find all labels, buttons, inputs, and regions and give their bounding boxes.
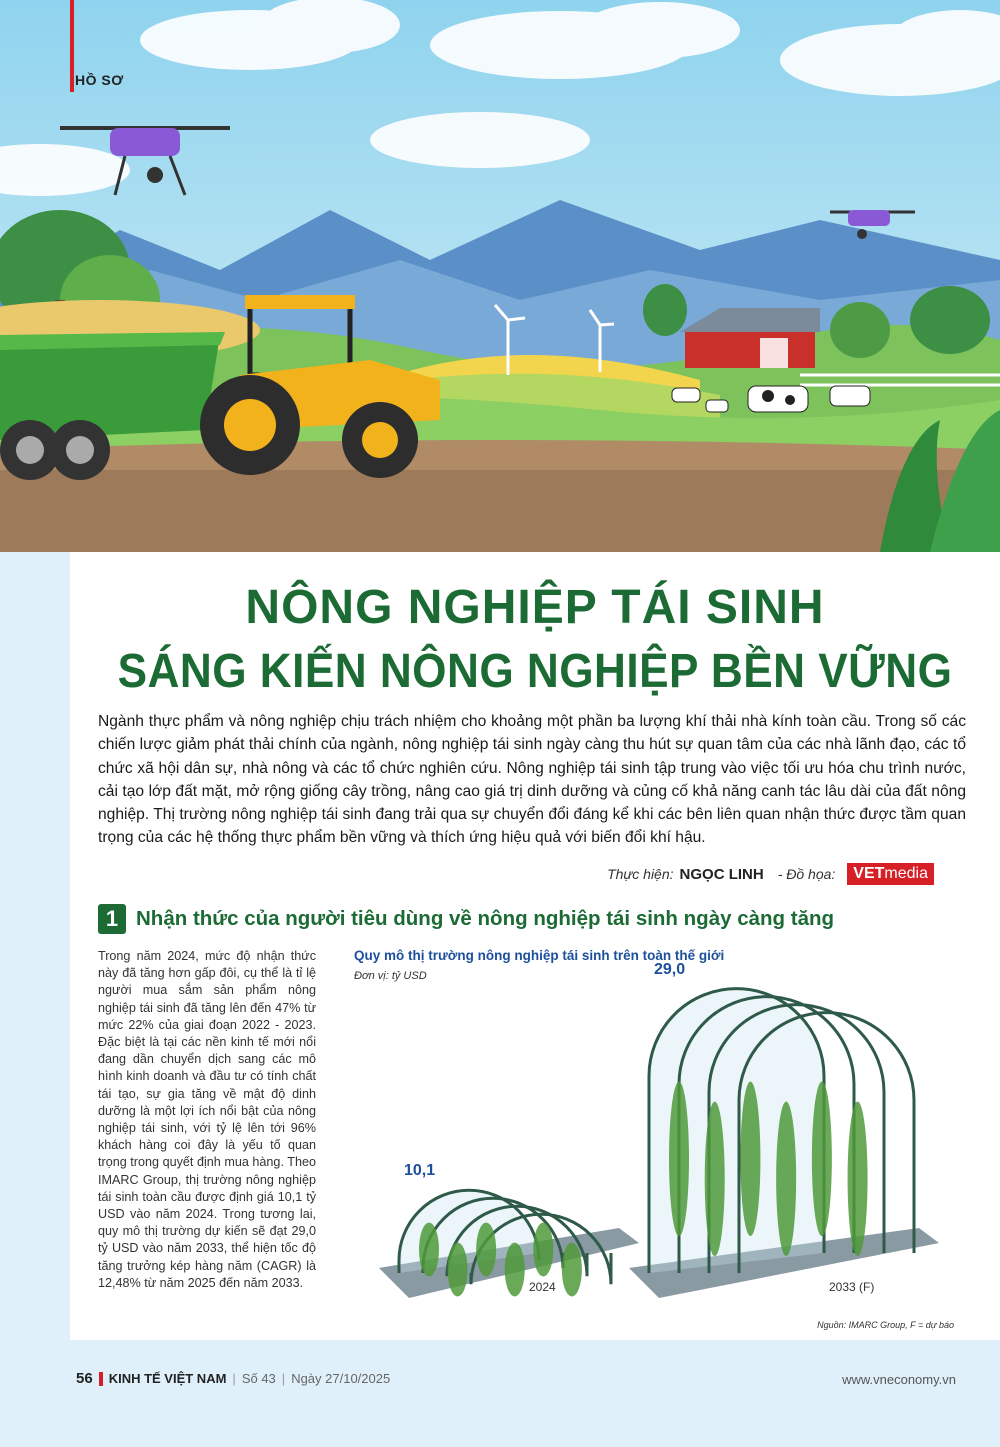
greenhouse-bar-1 (629, 989, 939, 1298)
issue-number: Số 43 (241, 1371, 276, 1386)
magazine-name: KINH TẾ VIỆT NAM (108, 1371, 227, 1386)
category-label-1: 2033 (F) (829, 1280, 875, 1294)
farm-scene (0, 0, 1000, 552)
section-number: 1 (98, 904, 126, 934)
section-tag: HỒ SƠ (75, 72, 124, 88)
website-link[interactable]: www.vneconomy.vn (842, 1372, 956, 1387)
credit-label: Thực hiện: (607, 866, 674, 882)
section-heading (98, 904, 834, 934)
article-title-line2: SÁNG KIẾN NÔNG NGHIỆP BỀN VỮNG (117, 645, 953, 698)
footer-left: 56 KINH TẾ VIỆT NAM | Số 43 | Ngày 27/10/2025 (76, 1370, 391, 1387)
section-marker-bar (70, 0, 74, 92)
value-label-0: 10,1 (404, 1162, 436, 1180)
category-label-0: 2024 (529, 1280, 556, 1294)
page-number: 56 (76, 1370, 93, 1387)
lead-paragraph: Ngành thực phẩm và nông nghiệp chịu trách nhiệm cho khoảng một phần ba lượng khí thải nhà kính toàn cầu. Trong số các chiến lược giảm phát thải chính của ngành, nông nghiệp tái sinh ngày càng thu hút sự quan tâm của các nhà lãnh đạo, các tổ chức xã hội dân sự, nhà nông và các tổ chức nghiên cứu. Nông nghiệp tái sinh tập trung vào việc tối ưu hóa chu trình nước, cải tạo lớp đất mặt, mở rộng giống cây trồng, nâng cao giá trị dinh dưỡng và củng cố khả năng canh tác lâu dài của đất nông nghiệp. Thị trường nông nghiệp tái sinh đang trải qua sự chuyển đổi đáng kể khi các bên liên quan nhận thức được tầm quan trọng của các hệ thống thực phẩm bền vững và thích ứng hiệu quả với biến đổi khí hậu. (98, 713, 966, 847)
vetmedia-logo: VETmedia (847, 863, 934, 885)
chart-unit: Đơn vị: tỷ USD (354, 970, 427, 982)
issue-date: Ngày 27/10/2025 (291, 1371, 391, 1386)
chart-greenhouses (354, 948, 954, 1318)
article-panel (70, 552, 1000, 1340)
section-title: Nhận thức của người tiêu dùng về nông nghiệp tái sinh ngày càng tăng (136, 907, 835, 930)
page-footer (70, 1340, 1000, 1447)
graphics-label: - Đồ họa: (777, 866, 836, 882)
chart-title: Quy mô thị trường nông nghiệp tái sinh trên toàn thế giới (354, 948, 725, 963)
footer-red-mark (99, 1372, 103, 1386)
article-title-line1: NÔNG NGHIỆP TÁI SINH (245, 581, 825, 634)
credit-line (607, 863, 934, 885)
section-body-text: Trong năm 2024, mức độ nhận thức này đã tăng hơn gấp đôi, cụ thể là tỉ lệ người mua sắm sản phẩm nông nghiệp tái sinh đã tăng lên đến 47% từ mức 22% của giai đoạn 2022 - 2023. Đặc biệt là tại các nền kinh tế mới nổi đang dần chuyển dịch sang các mô hình kinh doanh và đầu tư có tính chất tái tạo, sự gia tăng về mật độ dinh dưỡng là một lợi ích nổi bật của nông nghiệp tái sinh, với tỷ lệ lên tới 96% khách hàng coi đây là yếu tố quan trọng trong quyết định mua hàng. Theo IMARC Group, thị trường nông nghiệp tái sinh toàn cầu được định giá 10,1 tỷ USD vào năm 2024. Trong tương lai, quy mô thị trường dự kiến sẽ đạt 29,0 tỷ USD vào năm 2033, thể hiện tốc độ tăng trưởng kép hàng năm (CAGR) là 12,48% từ năm 2025 đến năm 2033. (98, 949, 316, 1290)
credit-name: NGỌC LINH (679, 865, 764, 883)
market-size-chart (354, 948, 954, 1332)
chart-source: Nguồn: IMARC Group, F = dự báo (817, 1320, 954, 1330)
value-label-1: 29,0 (654, 960, 686, 978)
hero-illustration (0, 0, 1000, 552)
greenhouse-bar-0 (379, 1190, 639, 1298)
